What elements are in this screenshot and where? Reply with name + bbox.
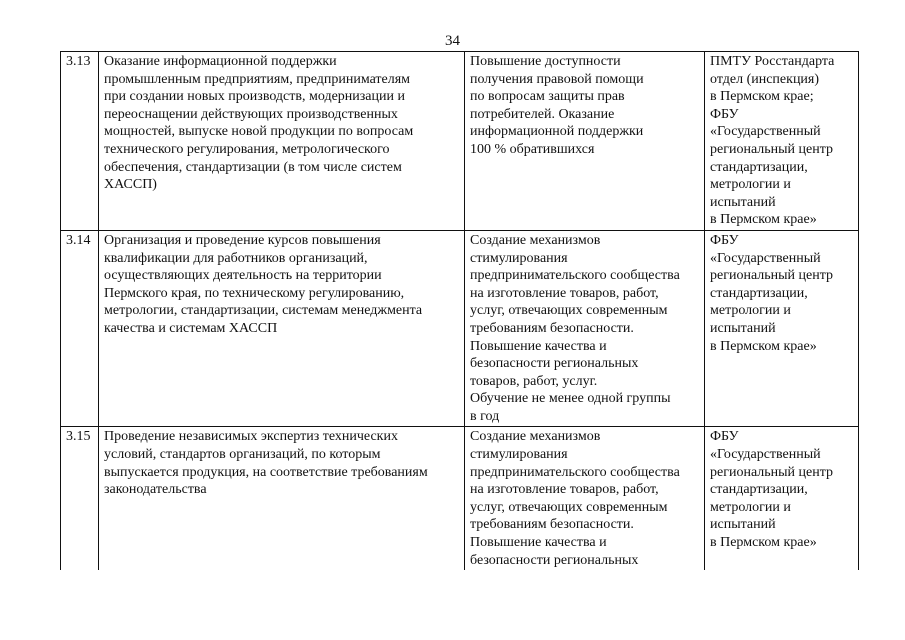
description-line: Организация и проведение курсов повышения — [104, 232, 381, 248]
description-line: условий, стандартов организаций, по которым — [104, 447, 381, 463]
result-line: услуг, отвечающих современным — [470, 499, 668, 515]
result-line: 100 % обратившихся — [470, 141, 595, 157]
result-line: безопасности региональных — [470, 356, 639, 372]
result-line: потребителей. Оказание — [470, 106, 615, 122]
result-line: на изготовление товаров, работ, — [470, 285, 659, 301]
result-cell — [465, 52, 705, 231]
organization-line: метрологии и — [710, 177, 791, 193]
result-line: предпринимательского сообщества — [470, 464, 680, 480]
organization-line: отдел (инспекция) — [710, 71, 820, 87]
result-cell — [465, 427, 705, 570]
result-line: товаров, работ, услуг. — [470, 373, 598, 389]
page-number: 34 — [445, 33, 460, 49]
organization-line: ФБУ — [710, 232, 739, 248]
item-number: 3.14 — [66, 232, 91, 248]
result-cell — [465, 230, 705, 427]
item-number-cell — [61, 52, 99, 231]
organization-cell — [705, 52, 859, 231]
organization-line: метрологии и — [710, 499, 791, 515]
result-line: Создание механизмов — [470, 429, 601, 445]
description-line: технического регулирования, метрологического — [104, 141, 390, 157]
organization-line: ФБУ — [710, 106, 739, 122]
description-cell — [99, 427, 465, 570]
item-number: 3.13 — [66, 54, 91, 69]
organization-cell — [705, 427, 859, 570]
organization-line: «Государственный — [710, 124, 821, 140]
result-line: по вопросам защиты прав — [470, 89, 625, 105]
organization-line: испытаний — [710, 194, 776, 210]
result-line: предпринимательского сообщества — [470, 268, 680, 284]
organization-line: в Пермском крае» — [710, 212, 817, 228]
description-cell — [99, 230, 465, 427]
description-line: Проведение независимых экспертиз технических — [104, 429, 398, 445]
organization-line: ПМТУ Росстандарта — [710, 54, 835, 69]
organization-line: региональный центр — [710, 464, 834, 480]
description-line: законодательства — [104, 482, 207, 498]
result-line: Повышение доступности — [470, 54, 621, 69]
description-line: метрологии, стандартизации, системам менеджмента — [104, 303, 423, 319]
table-row — [61, 52, 859, 231]
description-line: ХАССП) — [104, 177, 157, 193]
result-line: стимулирования — [470, 250, 568, 266]
description-line: Пермского края, по техническому регулированию, — [104, 285, 405, 301]
description-cell — [99, 52, 465, 231]
organization-line: в Пермском крае» — [710, 338, 817, 354]
result-line: на изготовление товаров, работ, — [470, 482, 659, 498]
description-line: выпускается продукция, на соответствие требованиям — [104, 464, 428, 480]
result-line: безопасности региональных — [470, 552, 639, 568]
organization-line: в Пермском крае; — [710, 89, 814, 105]
description-line: промышленным предприятиям, предпринимателям — [104, 71, 411, 87]
table-row — [61, 427, 859, 570]
organization-line: региональный центр — [710, 268, 834, 284]
result-line: информационной поддержки — [470, 124, 644, 140]
result-line: стимулирования — [470, 447, 568, 463]
result-line: Повышение качества и — [470, 535, 607, 551]
organization-cell — [705, 230, 859, 427]
item-number-cell — [61, 427, 99, 570]
organization-line: стандартизации, — [710, 482, 808, 498]
organization-line: «Государственный — [710, 250, 821, 266]
organization-line: ФБУ — [710, 429, 739, 445]
organization-line: метрологии и — [710, 303, 791, 319]
organization-line: стандартизации, — [710, 285, 808, 301]
description-line: квалификации для работников организаций, — [104, 250, 368, 266]
table-row — [61, 230, 859, 427]
result-line: требованиям безопасности. — [470, 320, 634, 336]
result-line: в год — [470, 408, 500, 424]
result-line: получения правовой помощи — [470, 71, 644, 87]
description-line: переоснащении действующих производственных — [104, 106, 398, 122]
result-line: требованиям безопасности. — [470, 517, 634, 533]
result-line: Обучение не менее одной группы — [470, 391, 671, 407]
result-line: Повышение качества и — [470, 338, 607, 354]
organization-line: в Пермском крае» — [710, 535, 817, 551]
organization-line: испытаний — [710, 517, 776, 533]
organization-line: испытаний — [710, 320, 776, 336]
result-line: услуг, отвечающих современным — [470, 303, 668, 319]
result-line: Создание механизмов — [470, 232, 601, 248]
item-number: 3.15 — [66, 429, 91, 445]
organization-line: «Государственный — [710, 447, 821, 463]
description-line: качества и системам ХАССП — [104, 320, 278, 336]
description-line: Оказание информационной поддержки — [104, 54, 337, 69]
description-line: обеспечения, стандартизации (в том числе систем — [104, 159, 402, 175]
measures-table — [60, 51, 859, 570]
organization-line: региональный центр — [710, 141, 834, 157]
item-number-cell — [61, 230, 99, 427]
description-line: осуществляющих деятельность на территории — [104, 268, 382, 284]
description-line: мощностей, выпуске новой продукции по вопросам — [104, 124, 414, 140]
description-line: при создании новых производств, модернизации и — [104, 89, 405, 105]
organization-line: стандартизации, — [710, 159, 808, 175]
